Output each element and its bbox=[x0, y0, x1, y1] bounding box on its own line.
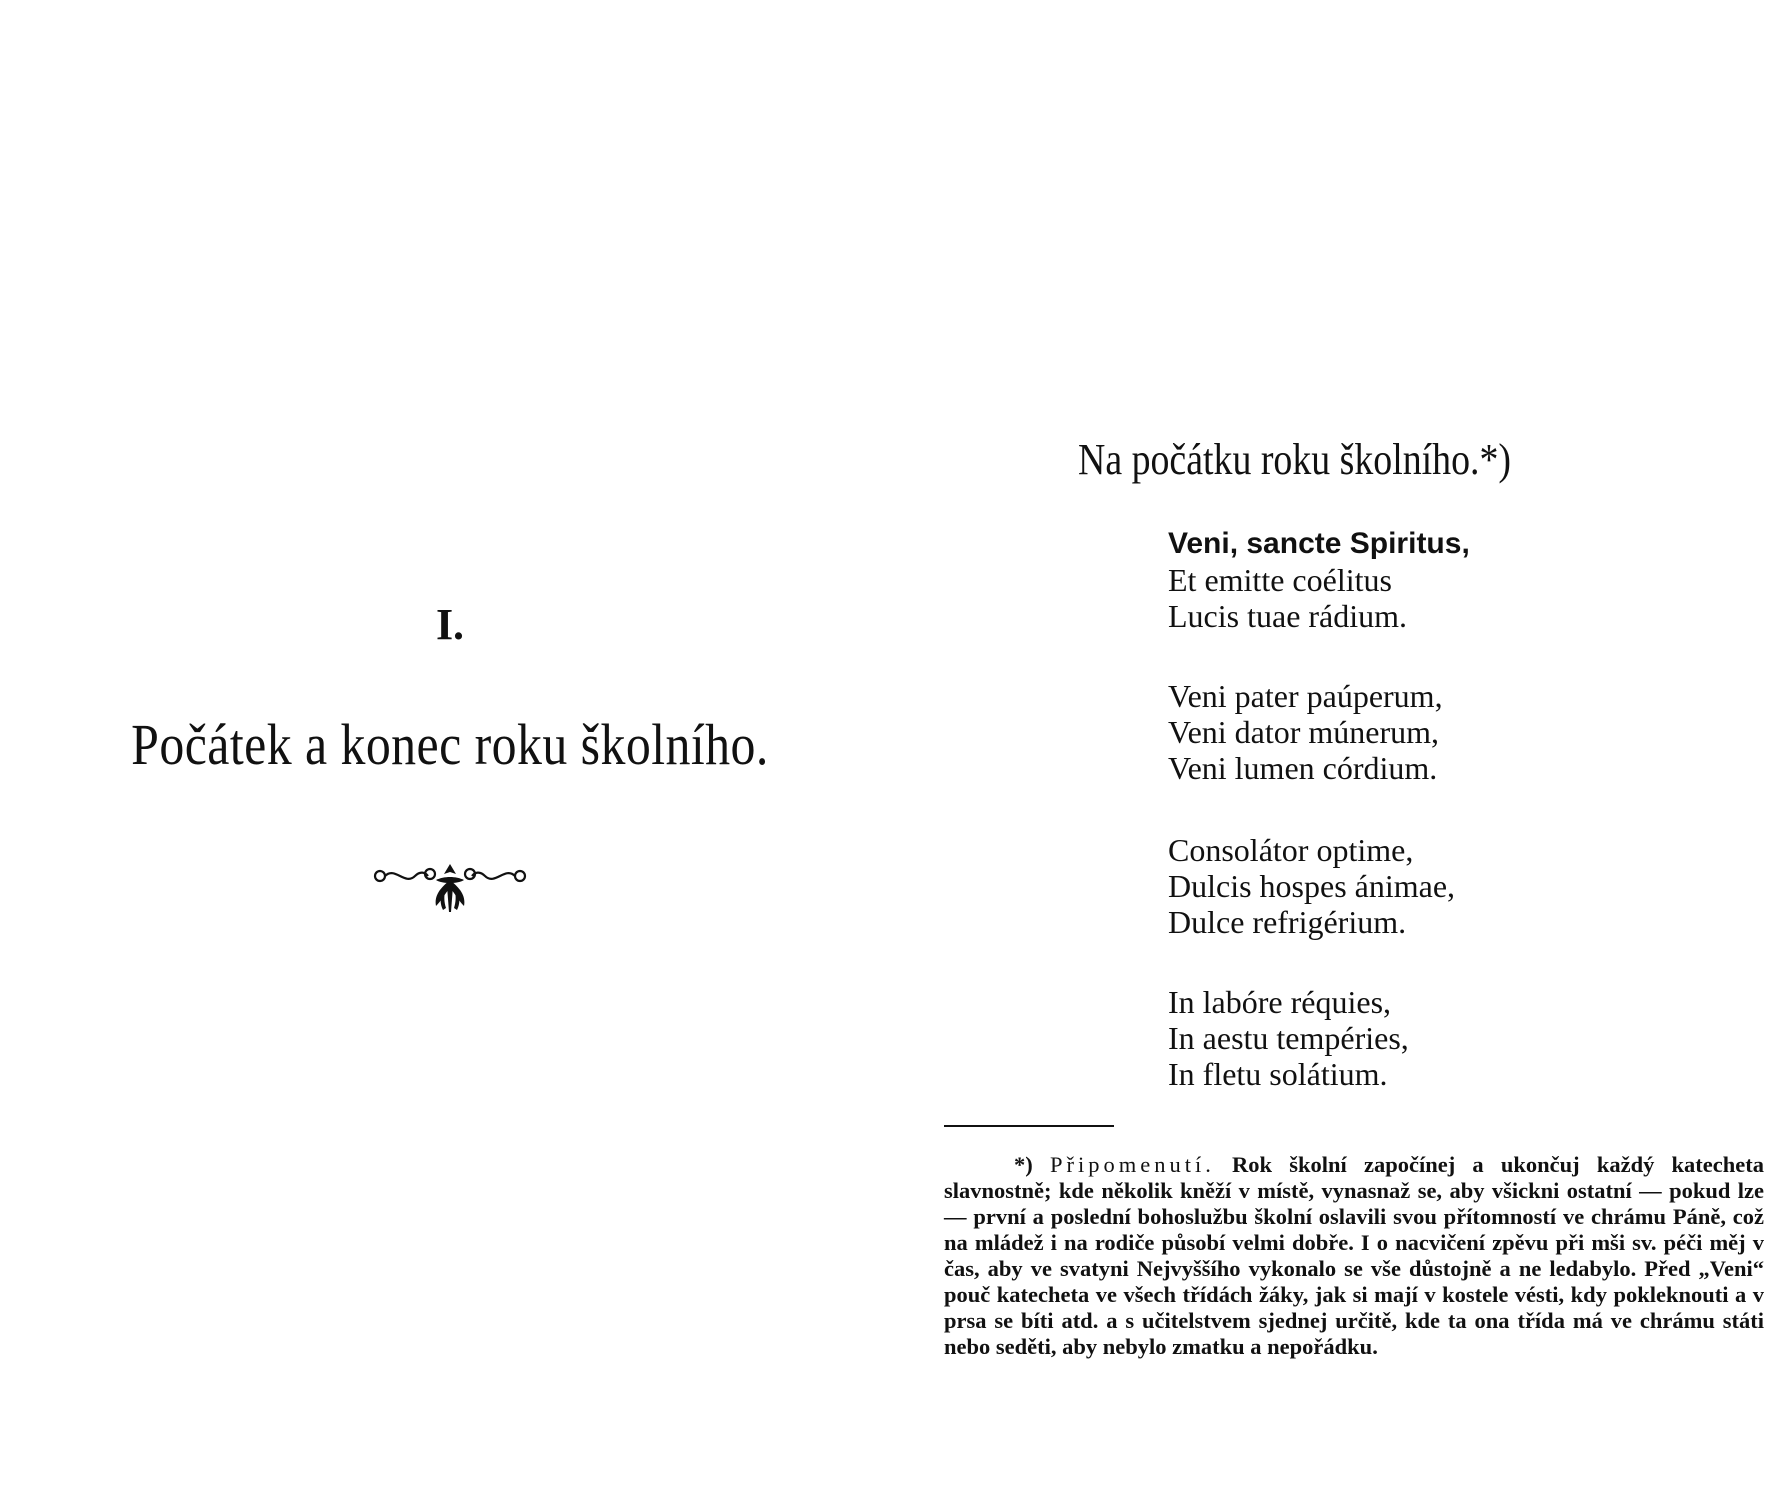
verse-line: In labóre réquies, bbox=[1168, 984, 1392, 1020]
stanza bbox=[1168, 678, 1728, 786]
verse-line: Dulcis hospes ánimae, bbox=[1168, 868, 1456, 904]
footnote-text: Rok školní započínej a ukončuj každý katecheta slavnostně; kde několik kněží v místě, vynasnaž se, aby všickni ostatní — pokud lze — první a poslední bohoslužbu školní oslavili svou přítomností ve chrámu Páně, což na mládež i na rodiče působí velmi dobře. I o nacvičení zpěvu při mši sv. péči měj v čas, aby ve svatyni Nejvyššího vykonalo se vše důstojně a ne ledabylo. Před „Veni“ pouč katecheta ve všech třídách žáky, jak si mají v kostele vésti, kdy pokleknouti a v prsa se bíti atd. a s učitelstvem sjednej určitě, kde ta ona třída má ve chrámu státi nebo seděti, aby nebylo zmatku a nepořádku. bbox=[944, 1152, 1765, 1359]
stanza bbox=[1168, 832, 1728, 940]
right-page bbox=[900, 0, 1790, 1500]
verse-line: Veni dator múnerum, bbox=[1168, 714, 1440, 750]
verse-line: In aestu tempéries, bbox=[1168, 1020, 1409, 1056]
footnote-divider bbox=[944, 1125, 1114, 1127]
verse-line: Dulce refrigérium. bbox=[1168, 904, 1407, 940]
footnote bbox=[944, 1152, 1764, 1360]
fleuron-ornament-icon bbox=[370, 862, 530, 914]
section-number: I. bbox=[435, 600, 465, 649]
verse-line: In fletu solátium. bbox=[1168, 1056, 1388, 1092]
footnote-marker: *) bbox=[1014, 1152, 1033, 1177]
footnote-label: Připomenutí. bbox=[1049, 1152, 1215, 1177]
hymn-heading: Na počátku roku školního.*) bbox=[1078, 435, 1511, 484]
verse-line: Et emitte coélitus bbox=[1168, 562, 1392, 598]
section-title: Počátek a konec roku školního. bbox=[131, 712, 769, 777]
stanza bbox=[1168, 526, 1728, 634]
verse-line: Veni lumen córdium. bbox=[1168, 750, 1438, 786]
verse-line: Lucis tuae rádium. bbox=[1168, 598, 1408, 634]
verse-line: Consolátor optime, bbox=[1168, 832, 1414, 868]
verse-line: Veni, sancte Spiritus, bbox=[1168, 527, 1470, 560]
stanza bbox=[1168, 984, 1728, 1092]
verse-line: Veni pater paúperum, bbox=[1168, 678, 1443, 714]
